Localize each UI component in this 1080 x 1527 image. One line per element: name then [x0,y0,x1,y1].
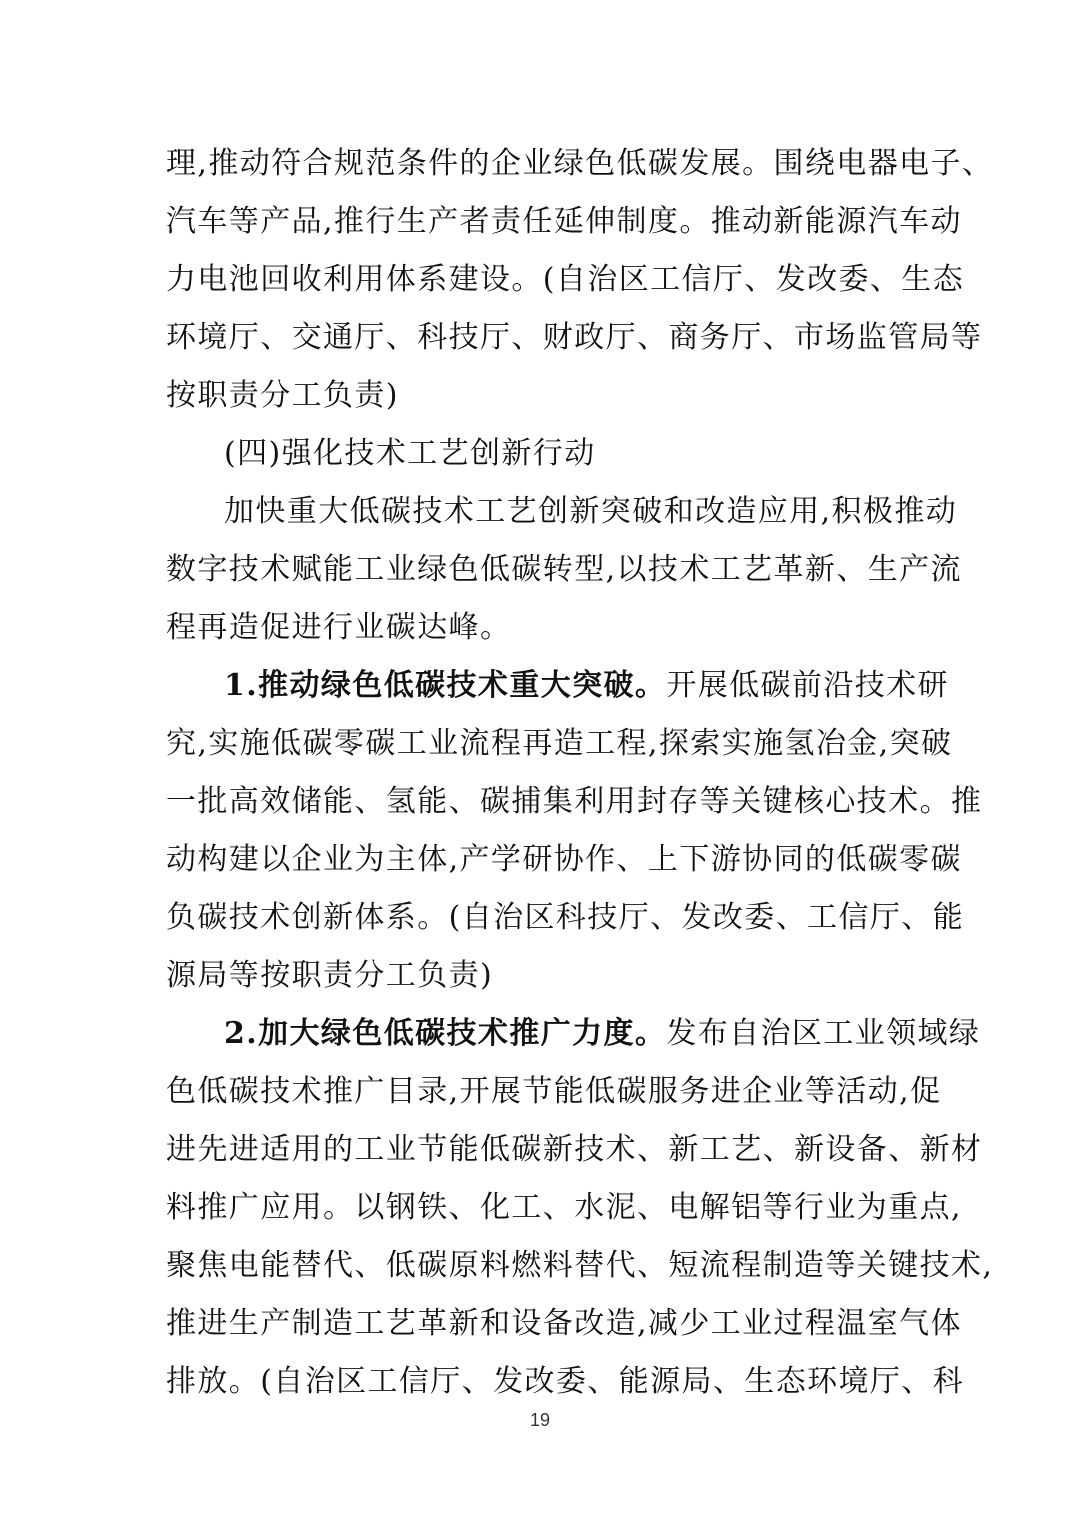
item-1-title: 1.推动绿色低碳技术重大突破。 [224,668,667,703]
paragraph-line: 负碳技术创新体系。(自治区科技厅、发改委、工信厅、能 [166,900,965,935]
paragraph-line: 理,推动符合规范条件的企业绿色低碳发展。围绕电器电子、 [166,146,994,181]
paragraph-line: 加快重大低碳技术工艺创新突破和改造应用,积极推动 [224,494,958,529]
paragraph-line: 动构建以企业为主体,产学研协作、上下游协同的低碳零碳 [166,842,962,877]
paragraph-line: 按职责分工负责) [166,378,399,413]
item-1-text: 开展低碳前沿技术研 [666,668,949,703]
item-2-title: 2.加大绿色低碳技术推广力度。 [224,1016,667,1051]
paragraph-line: 汽车等产品,推行生产者责任延伸制度。推动新能源汽车动 [166,204,962,239]
item-1-first-line [224,666,949,706]
paragraph-line: 色低碳技术推广目录,开展节能低碳服务进企业等活动,促 [166,1074,942,1109]
paragraph-line: 究,实施低碳零碳工业流程再造工程,探索实施氢冶金,突破 [166,726,953,761]
paragraph-line: 推进生产制造工艺革新和设备改造,减少工业过程温室气体 [166,1306,962,1341]
page-number: 19 [529,1410,551,1430]
section-heading: (四)强化技术工艺创新行动 [224,436,596,471]
paragraph-line: 数字技术赋能工业绿色低碳转型,以技术工艺革新、生产流 [166,552,962,587]
paragraph-line: 程再造促进行业碳达峰。 [166,610,512,645]
paragraph-line: 进先进适用的工业节能低碳新技术、新工艺、新设备、新材 [166,1132,983,1167]
paragraph-line: 源局等按职责分工负责) [166,958,494,993]
item-2-text: 发布自治区工业领域绿 [666,1016,981,1051]
paragraph-line: 一批高效储能、氢能、碳捕集利用封存等关键核心技术。推 [166,784,983,819]
paragraph-line: 力电池回收利用体系建设。(自治区工信厅、发改委、生态 [166,262,965,297]
paragraph-line: 排放。(自治区工信厅、发改委、能源局、生态环境厅、科 [166,1364,965,1399]
paragraph-line: 环境厅、交通厅、科技厅、财政厅、商务厅、市场监管局等 [166,320,983,355]
paragraph-line: 料推广应用。以钢铁、化工、水泥、电解铝等行业为重点, [166,1190,962,1225]
item-2-first-line [224,1014,981,1054]
paragraph-line: 聚焦电能替代、低碳原料燃料替代、短流程制造等关键技术, [166,1248,994,1283]
